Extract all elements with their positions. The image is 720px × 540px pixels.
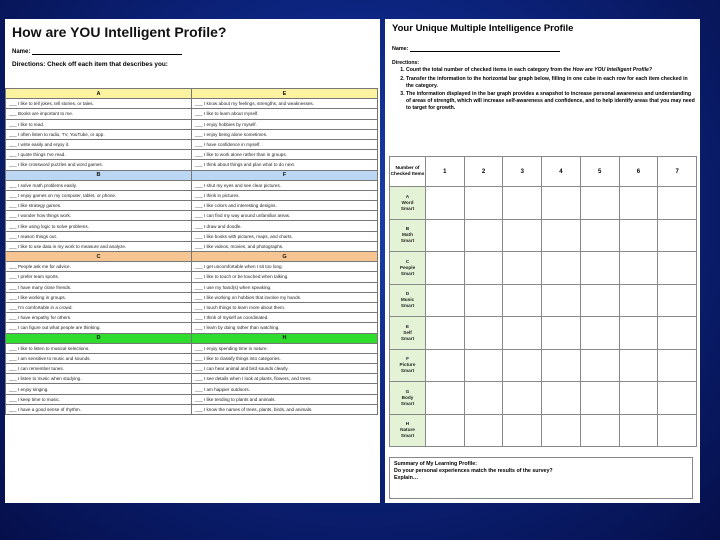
graph-cell[interactable] [619, 317, 658, 350]
category-label-c: C People Smart [390, 252, 426, 285]
category-label-g: G Body Smart [390, 382, 426, 415]
graph-cell[interactable] [658, 252, 697, 285]
graph-cell[interactable] [580, 219, 619, 252]
survey-item[interactable]: ___ I think about things and plan what to do next. [192, 160, 378, 170]
name-label: Name: [392, 46, 409, 52]
category-label-e: E Self Smart [390, 317, 426, 350]
survey-item[interactable]: ___ People ask me for advice. [6, 262, 192, 272]
category-header-h: H [192, 333, 378, 343]
survey-item[interactable]: ___ I prefer team sports. [6, 272, 192, 282]
graph-cell[interactable] [658, 187, 697, 220]
survey-item[interactable]: ___ I enjoy games on my computer, tablet, or phone. [6, 190, 192, 200]
survey-name-line [12, 48, 375, 55]
survey-item[interactable]: ___ I enjoy hobbies by myself. [192, 119, 378, 129]
graph-cell[interactable] [464, 284, 503, 317]
survey-item[interactable]: ___ Books are important to me. [6, 109, 192, 119]
graph-cell[interactable] [619, 252, 658, 285]
graph-cell[interactable] [580, 252, 619, 285]
survey-item[interactable]: ___ I often listen to radio, TV, YouTube, or app. [6, 129, 192, 139]
survey-item[interactable]: ___ I shut my eyes and see clear pictures. [192, 180, 378, 190]
survey-item[interactable]: ___ I like videos, movies, and photographs. [192, 241, 378, 251]
graph-column-header: 3 [503, 157, 542, 187]
graph-cell[interactable] [503, 349, 542, 382]
graph-cell[interactable] [619, 382, 658, 415]
survey-item[interactable]: ___ I have confidence in myself. [192, 139, 378, 149]
graph-cell[interactable] [619, 414, 658, 447]
graph-column-header: 1 [426, 157, 465, 187]
survey-item[interactable]: ___ I like using logic to solve problems. [6, 221, 192, 231]
category-header-d: D [6, 333, 192, 343]
graph-cell[interactable] [426, 414, 465, 447]
graph-cell[interactable] [503, 284, 542, 317]
graph-cell[interactable] [542, 187, 581, 220]
direction-step: 3. The information displayed in the bar graph provides a snapshot to increase personal awareness and understanding of areas of strength, which will increase self-awareness and confidence, and to help identify areas that you may need to target for growth. [406, 91, 695, 111]
graph-cell[interactable] [542, 317, 581, 350]
survey-item[interactable]: ___ I like books with pictures, maps, and charts. [192, 231, 378, 241]
survey-item[interactable]: ___ I see details when I look at plants, flowers, and trees. [192, 374, 378, 384]
survey-table [5, 88, 378, 415]
survey-item[interactable]: ___ I enjoy being alone sometimes. [192, 129, 378, 139]
survey-item[interactable]: ___ I draw and doodle. [192, 221, 378, 231]
survey-item[interactable]: ___ I wonder how things work. [6, 211, 192, 221]
category-header-c: C [6, 252, 192, 262]
graph-cell[interactable] [464, 382, 503, 415]
survey-item[interactable]: ___ I can remember tunes. [6, 364, 192, 374]
survey-item[interactable]: ___ I solve math problems easily. [6, 180, 192, 190]
graph-cell[interactable] [658, 382, 697, 415]
category-header-b: B [6, 170, 192, 180]
survey-item[interactable]: ___ I like working on hobbies that involve my hands. [192, 292, 378, 302]
graph-cell[interactable] [580, 414, 619, 447]
survey-item[interactable]: ___ I write easily and enjoy it. [6, 139, 192, 149]
graph-cell[interactable] [542, 414, 581, 447]
bar-graph-grid [389, 156, 697, 447]
category-header-a: A [6, 89, 192, 99]
graph-column-header: 5 [580, 157, 619, 187]
graph-cell[interactable] [658, 317, 697, 350]
survey-item[interactable]: ___ I like to touch or be touched when talking. [192, 272, 378, 282]
survey-item[interactable]: ___ I know the names of trees, plants, birds, and animals. [192, 404, 378, 414]
survey-item[interactable]: ___ I listen to music when studying. [6, 374, 192, 384]
name-label: Name: [12, 49, 31, 55]
graph-cell[interactable] [503, 382, 542, 415]
profile-directions [392, 60, 695, 112]
survey-item[interactable]: ___ I learn by doing rather than watching. [192, 323, 378, 333]
summary-question: Do your personal experiences match the results of the survey? [394, 468, 553, 474]
directions-list [392, 67, 695, 112]
graph-cell[interactable] [580, 317, 619, 350]
graph-column-header: 7 [658, 157, 697, 187]
survey-item[interactable]: ___ I like tending to plants and animals. [192, 394, 378, 404]
survey-item[interactable]: ___ I like strategy games. [6, 201, 192, 211]
graph-cell[interactable] [426, 382, 465, 415]
survey-item[interactable]: ___ I can hear animal and bird sounds clearly. [192, 364, 378, 374]
survey-item[interactable]: ___ I can find my way around unfamiliar areas. [192, 211, 378, 221]
survey-item[interactable]: ___ I like to work alone rather than in groups. [192, 150, 378, 160]
graph-cell[interactable] [426, 252, 465, 285]
survey-title: How are YOU Intelligent Profile? [12, 24, 227, 40]
category-header-e: E [192, 89, 378, 99]
survey-item[interactable]: ___ I know about my feelings, strengths, and weaknesses. [192, 99, 378, 109]
category-label-f: F Picture Smart [390, 349, 426, 382]
graph-cell[interactable] [542, 284, 581, 317]
graph-cell[interactable] [426, 187, 465, 220]
graph-cell[interactable] [619, 284, 658, 317]
graph-cell[interactable] [464, 317, 503, 350]
graph-cell[interactable] [464, 219, 503, 252]
category-label-b: B Math Smart [390, 219, 426, 252]
survey-item[interactable]: ___ I have empathy for others. [6, 313, 192, 323]
graph-cell[interactable] [658, 284, 697, 317]
graph-header-label: Number of Checked Items [390, 157, 426, 187]
graph-cell[interactable] [658, 219, 697, 252]
survey-item[interactable]: ___ I like colors and interesting designs. [192, 201, 378, 211]
category-label-h: H Nature Smart [390, 414, 426, 447]
category-header-g: G [192, 252, 378, 262]
summary-explain: Explain… [394, 475, 419, 481]
graph-cell[interactable] [464, 252, 503, 285]
survey-item[interactable]: ___ I like to classify things into categories. [192, 353, 378, 363]
survey-item[interactable]: ___ I have many close friends. [6, 282, 192, 292]
category-header-f: F [192, 170, 378, 180]
survey-item[interactable]: ___ I am sensitive to music and sounds. [6, 353, 192, 363]
category-label-a: A Word Smart [390, 187, 426, 220]
graph-cell[interactable] [542, 349, 581, 382]
graph-cell[interactable] [464, 349, 503, 382]
survey-item[interactable]: ___ I think in pictures. [192, 190, 378, 200]
survey-item[interactable]: ___ I enjoy singing. [6, 384, 192, 394]
graph-cell[interactable] [658, 414, 697, 447]
survey-item[interactable]: ___ I touch things to learn more about them. [192, 302, 378, 312]
survey-item[interactable]: ___ I get uncomfortable when I sit too long. [192, 262, 378, 272]
graph-cell[interactable] [619, 187, 658, 220]
survey-item[interactable]: ___ I like to learn about myself. [192, 109, 378, 119]
graph-cell[interactable] [580, 349, 619, 382]
survey-item[interactable]: ___ I quote things I've read. [6, 150, 192, 160]
summary-title: Summary of My Learning Profile: [394, 461, 477, 467]
survey-item[interactable]: ___ I reason things out. [6, 231, 192, 241]
directions-label: Directions: [392, 60, 420, 66]
name-blank[interactable] [32, 48, 182, 55]
graph-cell[interactable] [426, 219, 465, 252]
survey-item[interactable]: ___ I have a good sense of rhythm. [6, 404, 192, 414]
survey-item[interactable]: ___ I like working in groups. [6, 292, 192, 302]
graph-cell[interactable] [464, 187, 503, 220]
survey-item[interactable]: ___ I am happier outdoors. [192, 384, 378, 394]
graph-cell[interactable] [619, 349, 658, 382]
graph-cell[interactable] [580, 187, 619, 220]
direction-step: 2. Transfer the information to the horizontal bar graph below, filling in one cube in each row for each item checked in the category. [406, 76, 695, 90]
graph-column-header: 6 [619, 157, 658, 187]
graph-cell[interactable] [542, 219, 581, 252]
name-blank[interactable] [410, 45, 560, 52]
survey-item[interactable]: ___ I like to tell jokes, tell stories, or tales. [6, 99, 192, 109]
category-label-d: D Music Smart [390, 284, 426, 317]
survey-item[interactable]: ___ I think of myself as coordinated. [192, 313, 378, 323]
graph-cell[interactable] [658, 349, 697, 382]
graph-cell[interactable] [503, 187, 542, 220]
survey-item[interactable]: ___ I enjoy spending time in nature. [192, 343, 378, 353]
survey-item[interactable]: ___ I'm comfortable in a crowd. [6, 302, 192, 312]
graph-cell[interactable] [619, 219, 658, 252]
graph-cell[interactable] [503, 219, 542, 252]
summary-box[interactable] [389, 457, 693, 499]
graph-column-header: 4 [542, 157, 581, 187]
graph-cell[interactable] [464, 414, 503, 447]
profile-name-line [392, 45, 695, 52]
graph-cell[interactable] [503, 317, 542, 350]
graph-cell[interactable] [542, 382, 581, 415]
survey-item[interactable]: ___ I use my hand(s) when speaking. [192, 282, 378, 292]
graph-cell[interactable] [580, 284, 619, 317]
survey-item[interactable]: ___ I like to use data in my work to measure and analyze. [6, 241, 192, 251]
survey-directions: Directions: Check off each item that describes you: [12, 61, 168, 68]
graph-cell[interactable] [503, 252, 542, 285]
graph-cell[interactable] [542, 252, 581, 285]
profile-title: Your Unique Multiple Intelligence Profile [392, 23, 574, 34]
survey-item[interactable]: ___ I can figure out what people are thinking. [6, 323, 192, 333]
direction-step: 1. Count the total number of checked items in each category from the How are YOU Intelligent Profile? [406, 67, 695, 74]
survey-item[interactable]: ___ I keep time to music. [6, 394, 192, 404]
graph-cell[interactable] [426, 284, 465, 317]
graph-cell[interactable] [426, 349, 465, 382]
graph-column-header: 2 [464, 157, 503, 187]
graph-cell[interactable] [426, 317, 465, 350]
graph-cell[interactable] [503, 414, 542, 447]
survey-item[interactable]: ___ I like crossword puzzles and word games. [6, 160, 192, 170]
survey-item[interactable]: ___ I like to read. [6, 119, 192, 129]
graph-cell[interactable] [580, 382, 619, 415]
survey-item[interactable]: ___ I like to listen to musical selections. [6, 343, 192, 353]
